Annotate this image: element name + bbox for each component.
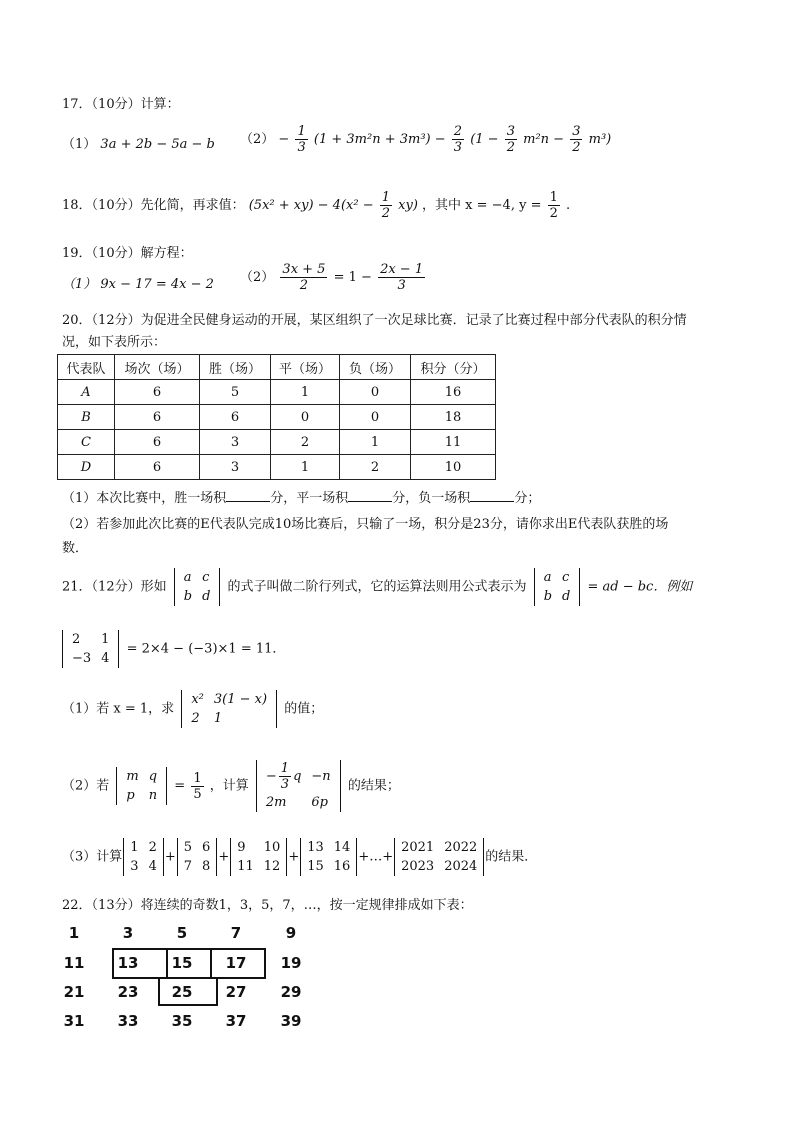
determinant: 13 14 15 16 [300,838,357,876]
q21-part3-end: 的结果． [485,849,538,865]
q18-heading: 18．（10分）先化简，再求值： [62,198,245,213]
table-cell: 3 [200,455,271,480]
q21-example [62,630,285,668]
q19-fraction-left: $\frac{3x + 5}{2}$ [282,262,326,293]
determinant: 9 10 11 12 [230,838,287,876]
grid-cell: 21 [63,983,85,1001]
q20-sub1-text-d: 分； [514,491,541,506]
q21-heading: 21．（12分）形如 [62,579,167,595]
table-cell: 6 [115,430,200,455]
table-header: 平（场） [271,355,340,380]
grid-cell: 37 [225,1012,247,1030]
table-cell: 3 [200,430,271,455]
determinant: a c b d [174,568,221,606]
q18-condition: ，其中 x = −4, y = [422,198,546,213]
grid-cell: 31 [63,1012,85,1030]
grid-cell: 5 [176,924,188,942]
determinant: 1 2 3 4 [123,838,164,876]
table-cell: 1 [340,430,411,455]
q18-line [62,190,570,221]
grid-cell: 23 [117,983,139,1001]
table-cell: 5 [200,380,271,405]
q21-part2-text: （2）若 [62,778,110,794]
table-cell: 2 [271,430,340,455]
q19-part1: （1） 9x − 17 = 4x − 2 [62,277,214,292]
q21-intro [62,568,692,606]
q17-heading: 17．（10分）计算： [62,97,180,112]
grid-cell: 25 [171,983,193,1001]
q21-part2-end: 的结果； [347,778,400,794]
determinant: 5 6 7 8 [177,838,218,876]
grid-cell: 19 [280,954,302,972]
answer-blank [348,491,392,502]
selection-frame-bottom [158,977,218,1006]
q19-fraction-right: $\frac{2x - 1}{3}$ [380,262,424,293]
q21-definition: 的式子叫做二阶行列式，它的运算法则用公式表示为 [227,579,527,595]
plus-sign: + [288,849,300,865]
table-header: 负（场） [340,355,411,380]
table-cell: 6 [115,380,200,405]
q18-condition-fraction: $\frac{1}{2}$ [549,190,558,221]
grid-cell: 3 [122,924,134,942]
determinant: 2021 2022 2023 2024 [394,838,484,876]
q22-heading: 22．（13分）将连续的奇数1，3，5，7，…，按一定规律排成如下表： [62,898,473,913]
grid-cell: 39 [280,1012,302,1030]
grid-cell: 35 [171,1012,193,1030]
q17-fraction-one-third: $\frac{1}{3}$ [297,124,306,155]
q17-part2-term2: (1 − [470,132,503,147]
table-cell: 0 [340,405,411,430]
q17-part1-label: （1） [62,137,97,152]
q21-part3 [62,838,537,876]
answer-blank [470,491,514,502]
grid-cell: 15 [171,954,193,972]
table-cell: 1 [271,380,340,405]
q18-condition-end: . [566,198,571,213]
q18-expression-b: xy) [398,198,418,213]
grid-cell: 7 [230,924,242,942]
q19-part2-middle: = 1 − [333,270,372,285]
determinant: 2 1 −3 4 [62,630,119,668]
q21-part2 [62,760,400,812]
q20-sub1-text-b: 分，平一场积 [270,491,349,506]
table-cell: 1 [271,455,340,480]
q17-part2-term4: m³) [588,132,612,147]
grid-cell: 1 [68,924,80,942]
q17-part1 [62,133,215,152]
q21-part3-text: （3）计算 [62,849,123,865]
q19-heading: 19．（10分）解方程： [62,246,193,261]
table-header: 场次（场） [115,355,200,380]
table-cell: 6 [115,455,200,480]
table-row [58,380,496,405]
table-row [58,405,496,430]
selection-frame-divider [166,948,212,979]
q17-fraction-three-halves-b: $\frac{3}{2}$ [572,124,581,155]
determinant: x² 3(1 − x) 2 1 [181,690,277,728]
table-header: 代表队 [58,355,115,380]
q21-formula: = ad − bc．例如 [587,579,693,595]
q17-part2 [240,124,611,155]
q17-fraction-three-halves-a: $\frac{3}{2}$ [506,124,515,155]
q17-part1-expression: 3a + 2b − 5a − b [100,137,215,152]
q21-part2-compute: ，计算 [209,778,249,794]
table-cell: 10 [411,455,496,480]
grid-cell: 27 [225,983,247,1001]
table-header-row [58,355,496,380]
table-cell: 0 [271,405,340,430]
q20-sub2-line1: （2）若参加此次比赛的E代表队完成10场比赛后，只输了一场，积分是23分，请你求出E代表队获胜的场 [62,517,669,532]
table-header: 积分（分） [411,355,496,380]
q17-part2-sign: − [278,132,290,147]
determinant: − $\frac{1}{3}$ q −n 2m 6p [256,760,341,812]
q17-part2-term1: (1 + 3m²n + 3m³) − [313,132,450,147]
table-cell: 2 [340,455,411,480]
q21-part1-end: 的值； [284,701,324,717]
table-cell: A [58,380,115,405]
q20-score-table [57,354,496,480]
q19-part2-label: （2） [240,270,275,285]
q19-part2 [240,262,427,293]
grid-cell: 13 [117,954,139,972]
q20-sub1-text-c: 分，负一场积 [392,491,471,506]
table-row [58,430,496,455]
table-cell: 18 [411,405,496,430]
q20-sub2-line2: 数． [62,541,89,556]
grid-cell: 29 [280,983,302,1001]
plus-sign: + [164,849,176,865]
determinant: a c b d [534,568,581,606]
table-cell: 16 [411,380,496,405]
q17-fraction-two-thirds: $\frac{2}{3}$ [453,124,463,155]
table-cell: 11 [411,430,496,455]
q17-part2-label: （2） [240,132,275,147]
q20-sub1 [62,487,540,506]
q17-part2-term3: m²n − [523,132,569,147]
answer-blank [226,491,270,502]
grid-cell: 17 [225,954,247,972]
q21-part1 [62,690,323,728]
q20-intro-line2: 况，如下表所示： [62,335,167,350]
table-cell: 6 [115,405,200,430]
q20-intro-line1: 20．（12分）为促进全民健身运动的开展，某区组织了一次足球比赛．记录了比赛过程中部分代表队的积分情 [62,313,687,328]
grid-cell: 11 [63,954,85,972]
table-cell: 0 [340,380,411,405]
plus-sign: + [218,849,230,865]
q18-expression-a: (5x² + xy) − 4(x² − [248,198,378,213]
table-cell: C [58,430,115,455]
q18-fraction-half: $\frac{1}{2}$ [381,190,391,221]
q21-example-result: = 2×4 − (−3)×1 = 11． [126,641,286,657]
q21-fraction-one-fifth: $\frac{1}{5}$ [193,770,202,802]
q20-sub1-text-a: （1）本次比赛中，胜一场积 [62,491,227,506]
table-row [58,455,496,480]
q21-part2-equals: = [174,778,186,794]
determinant: m q p n [116,767,167,805]
grid-cell: 9 [285,924,297,942]
table-cell: D [58,455,115,480]
grid-cell: 33 [117,1012,139,1030]
ellipsis-sum: +…+ [358,849,394,865]
q21-part1-text: （1）若 x = 1，求 [62,701,175,717]
table-cell: B [58,405,115,430]
table-header: 胜（场） [200,355,271,380]
table-cell: 6 [200,405,271,430]
